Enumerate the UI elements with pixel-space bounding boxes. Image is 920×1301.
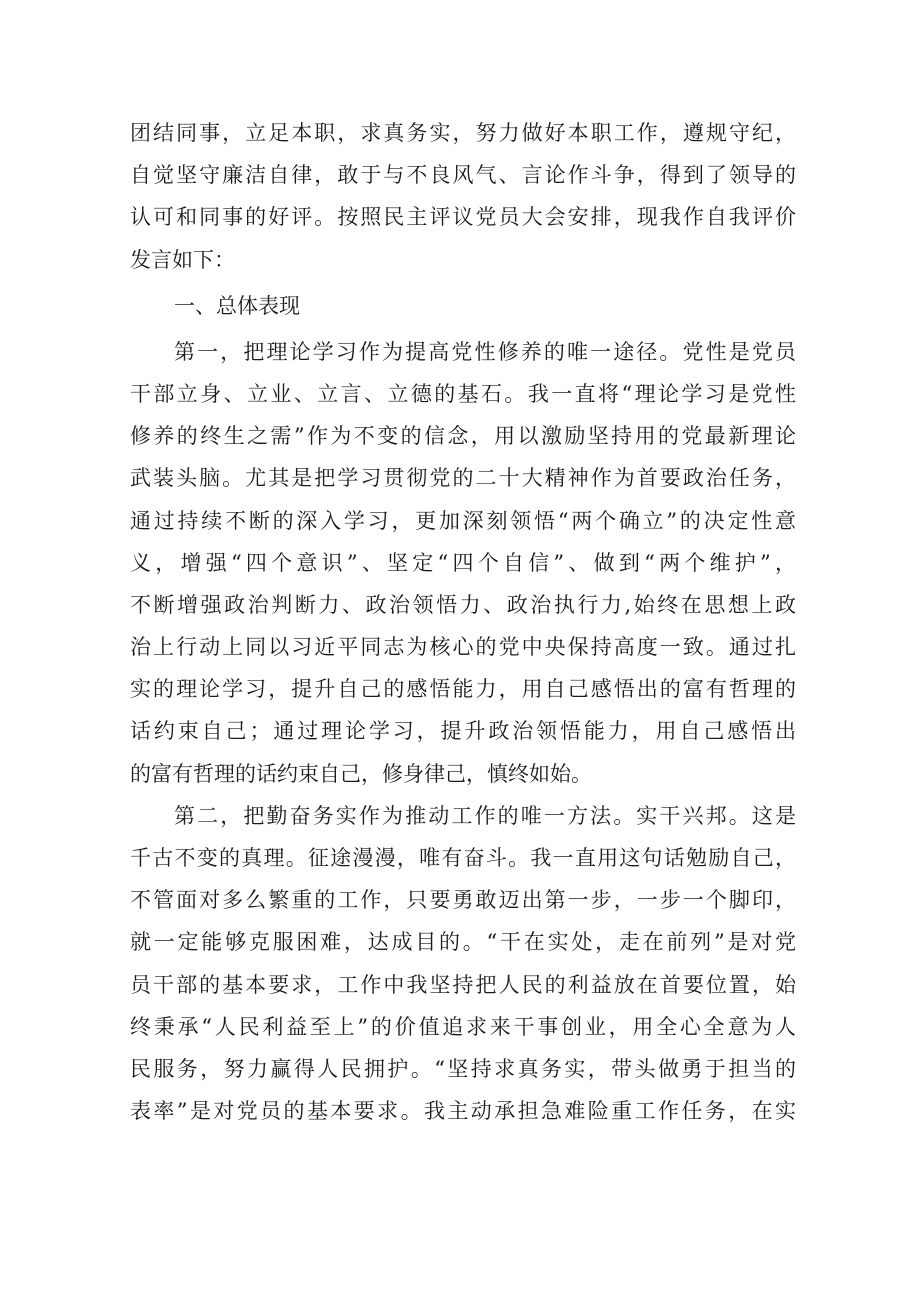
- section-heading: 一、总体表现: [174, 293, 300, 318]
- paragraph-line: 第二，把勤奋务实作为推动工作的唯一方法。实干兴邦。这是: [174, 803, 796, 828]
- intro-line: 团结同事，立足本职，求真务实，努力做好本职工作，遵规守纪，: [130, 121, 796, 145]
- paragraph-line: 不管面对多么繁重的工作，只要勇敢迈出第一步，一步一个脚印，: [130, 888, 796, 913]
- intro-line: 自觉坚守廉洁自律，敢于与不良风气、言论作斗争，得到了领导的: [130, 163, 796, 188]
- intro-line: 认可和同事的好评。按照民主评议党员大会安排，现我作自我评价: [130, 205, 796, 230]
- paragraph-line: 通过持续不断的深入学习，更加深刻领悟“两个确立”的决定性意: [130, 508, 796, 533]
- paragraph-line: 武装头脑。尤其是把学习贯彻党的二十大精神作为首要政治任务，: [130, 466, 796, 491]
- paragraph-line: 干部立身、立业、立言、立德的基石。我一直将“理论学习是党性: [130, 381, 796, 406]
- paragraph-line: 千古不变的真理。征途漫漫，唯有奋斗。我一直用这句话勉励自己，: [130, 846, 796, 870]
- paragraph-line: 民服务，努力赢得人民拥护。“坚持求真务实，带头做勇于担当的: [130, 1056, 796, 1081]
- paragraph-line: 实的理论学习，提升自己的感悟能力，用自己感悟出的富有哲理的: [130, 677, 796, 702]
- paragraph-line: 终秉承“人民利益至上”的价值追求来干事创业，用全心全意为人: [130, 1014, 796, 1039]
- paragraph-line: 的富有哲理的话约束自己，修身律己，慎终如始。: [130, 761, 592, 786]
- paragraph-line: 治上行动上同以习近平同志为核心的党中央保持高度一致。通过扎: [130, 635, 796, 660]
- document-body: [130, 112, 796, 1132]
- paragraph-line: 第一，把理论学习作为提高党性修养的唯一途径。党性是党员: [174, 339, 796, 364]
- paragraph-line: 不断增强政治判断力、政治领悟力、政治执行力,始终在思想上政: [130, 592, 796, 617]
- paragraph-line: 员干部的基本要求，工作中我坚持把人民的利益放在首要位置，始: [130, 972, 796, 997]
- paragraph-line: 表率”是对党员的基本要求。我主动承担急难险重工作任务，在实: [130, 1099, 796, 1124]
- paragraph-line: 话约束自己；通过理论学习，提升政治领悟能力，用自己感悟出: [130, 719, 796, 744]
- paragraph-line: 义，增强“四个意识”、坚定“四个自信”、做到“两个维护”，: [130, 550, 796, 575]
- paragraph-line: 就一定能够克服困难，达成目的。“干在实处，走在前列”是对党: [130, 930, 796, 955]
- intro-line: 发言如下：: [130, 247, 235, 272]
- paragraph-line: 修养的终生之需”作为不变的信念，用以激励坚持用的党最新理论: [130, 424, 796, 449]
